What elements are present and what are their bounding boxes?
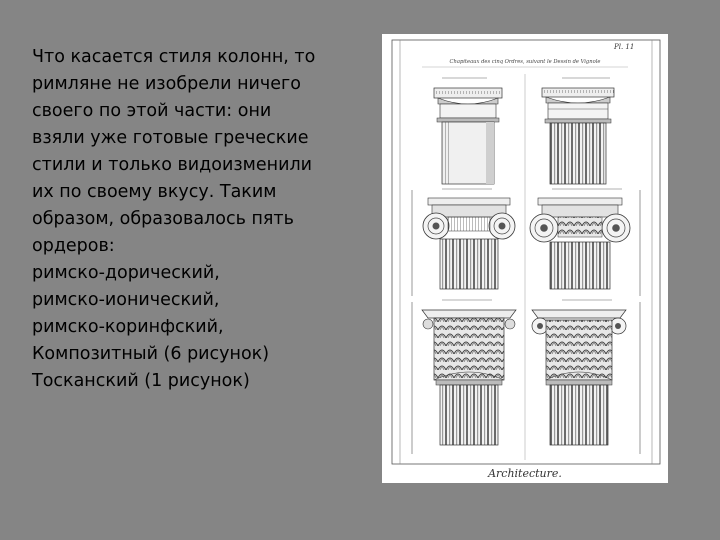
doric-capital [542, 88, 614, 184]
order-item-tuscan: Тосканский (1 рисунок) [32, 371, 250, 391]
body-text-line: стили и только видоизменили [32, 155, 312, 175]
body-text [32, 44, 352, 395]
order-item-roman-ionic: римско-ионический, [32, 290, 220, 310]
plate-heading: Chapiteaux des cinq Ordres, suivant le Dessin de Vignole [449, 59, 601, 65]
composite-capital [532, 310, 626, 445]
order-item-roman-doric: римско-дорический, [32, 263, 220, 283]
body-text-line: ордеров: [32, 236, 115, 256]
order-item-composite: Композитный (6 рисунок) [32, 344, 270, 364]
engraving-illustration [382, 34, 668, 483]
column-orders-engraving [382, 34, 668, 483]
body-text-line: образом, образовалось пять [32, 209, 294, 229]
plate-caption: Architecture. [488, 467, 562, 480]
ionic-capital-left [423, 198, 515, 289]
ionic-capital-right [530, 198, 630, 289]
order-item-roman-corinthian: римско-коринфский, [32, 317, 224, 337]
body-text-line: их по своему вкусу. Таким [32, 182, 277, 202]
body-text-line: Что касается стиля колонн, то [32, 47, 316, 67]
body-text-line: римляне не изобрели ничего [32, 74, 301, 94]
body-text-line: взяли уже готовые греческие [32, 128, 309, 148]
corinthian-capital [422, 310, 516, 445]
tuscan-capital [434, 88, 502, 184]
plate-frame [392, 40, 660, 464]
plate-page-number: Pl. 11 [614, 43, 635, 51]
body-text-line: своего по этой части: они [32, 101, 272, 121]
